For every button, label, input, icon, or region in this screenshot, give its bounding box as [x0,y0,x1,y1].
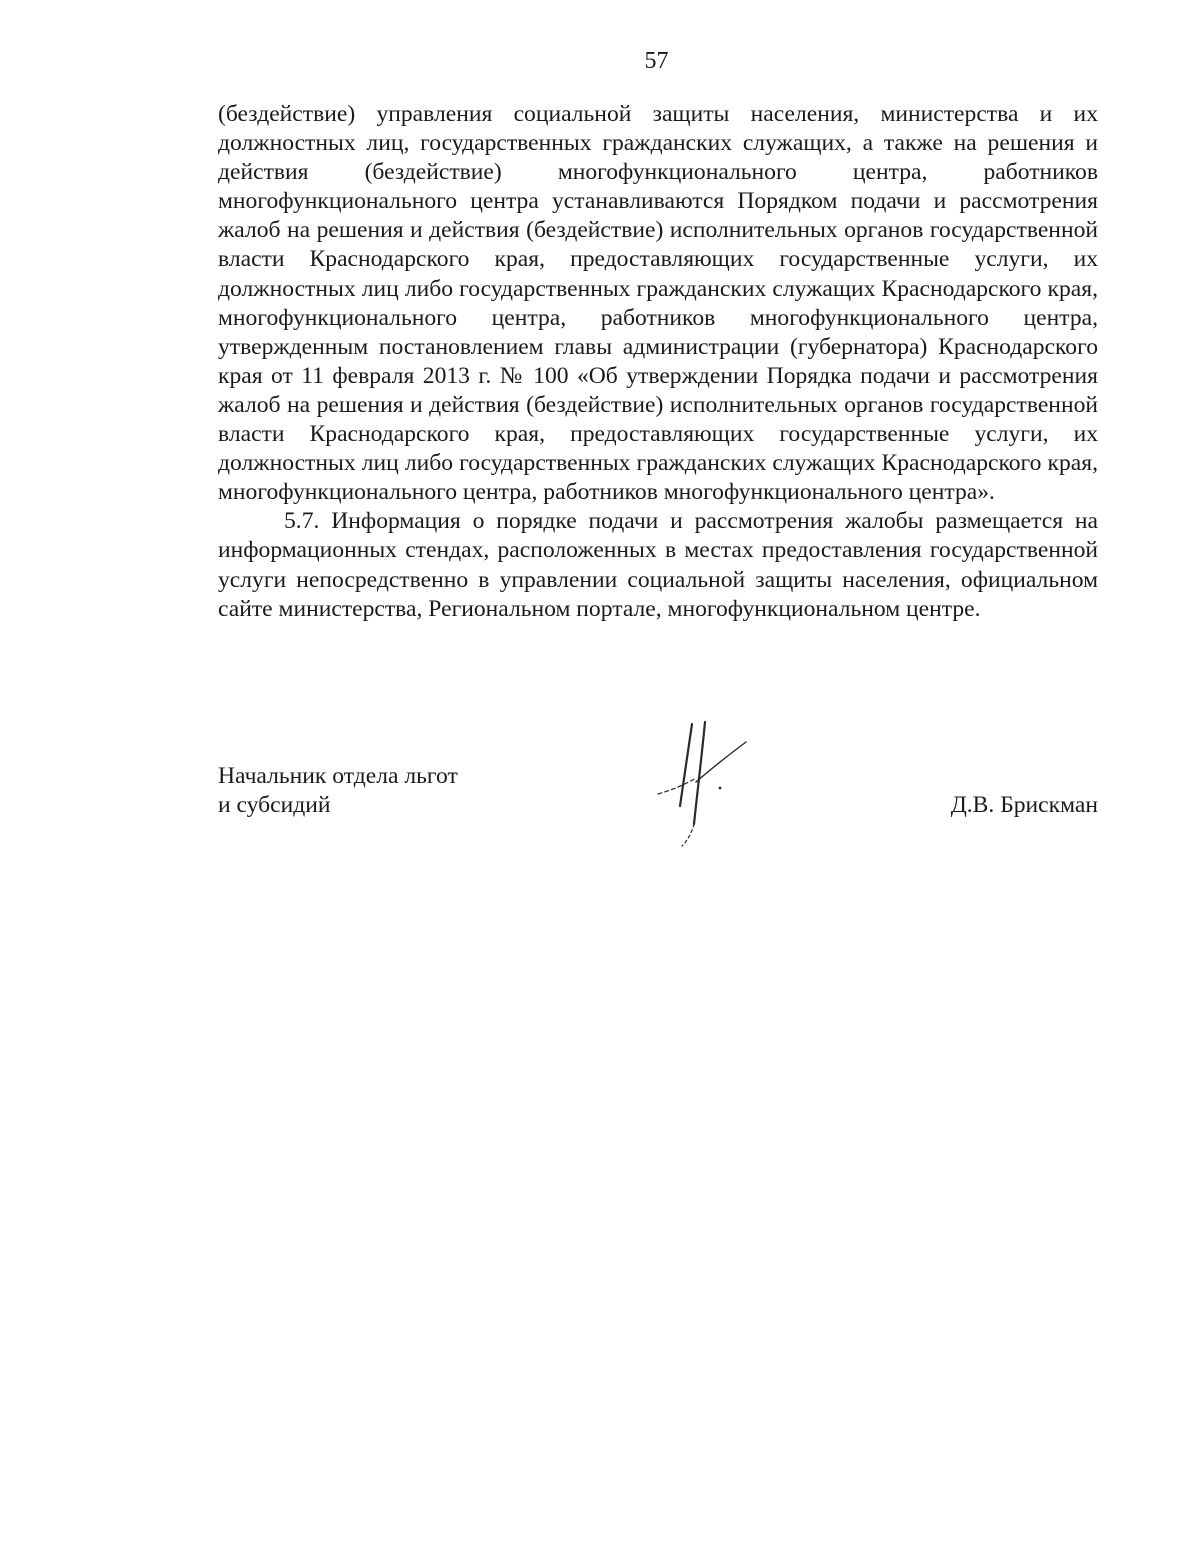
handwritten-signature-icon [650,720,750,850]
signer-position-line-1: Начальник отдела льгот [218,763,458,789]
page-number: 57 [644,48,669,74]
paragraph-5-7-information: 5.7. Информация о порядке подачи и рассмотрения жалобы размещается на информационных стендах, расположенных в местах предоставления государственной услуги непосредственно в управлении социальной защиты населения, официальном сайте министерства, Региональном портале, многофункциональном центре. [218,508,1098,622]
signature-block [218,762,1098,862]
signer-position [218,762,518,820]
paragraph-complaint-procedure: (бездействие) управления социальной защиты населения, министерства и их должностных лиц, государственных гражданских служащих, а также на решения и действия (бездействие) многофункционального центра, работников многофункционального центра устанавливаются Порядком подачи и рассмотрения жалоб на решения и действия (бездействие) исполнительных органов государственной власти Краснодарского края, предоставляющих государственные услуги, их должностных лиц либо государственных гражданских служащих Краснодарского края, многофункционального центра, работников многофункционального центра, утвержденным постановлением главы администрации (губернатора) Краснодарского края от 11 февраля 2013 г. № 100 «Об утверждении Порядка подачи и рассмотрения жалоб на решения и действия (бездействие) исполнительных органов государственной власти Краснодарского края, предоставляющих государственные услуги, их должностных лиц либо государственных гражданских служащих Краснодарского края, многофункционального центра, работников многофункционального центра». [218,101,1098,506]
document-body [218,100,1098,624]
signer-name: Д.В. Брискман [950,792,1098,818]
signer-position-line-2: и субсидий [218,792,331,819]
